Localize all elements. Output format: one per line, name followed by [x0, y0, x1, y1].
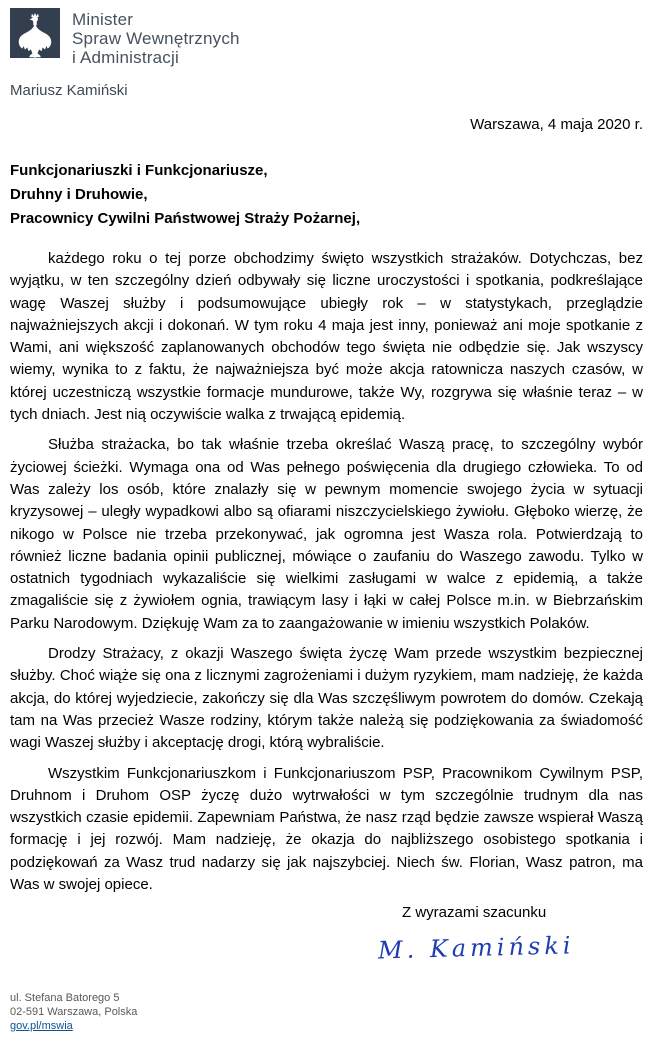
paragraph: Drodzy Strażacy, z okazji Waszego święta życzę Wam przede wszystkim bezpiecznej służby. Choć wiąże się ona z licznymi zagrożeniami i dużym ryzykiem, mam nadzieję, że każda akcja, do której wyjedziecie, zakończy się dla Was szczęśliwym powrotem do domów. Czekają tam na Was przecież Wasze rodziny, którym także należą się podziękowania za świadomość wagi Waszej służby i akceptację drogi, którą wybraliście. [10, 645, 643, 752]
ministry-name-line: Spraw Wewnętrznych [72, 29, 240, 48]
paragraph: Służba strażacka, bo tak właśnie trzeba określać Waszą pracę, to szczególny wybór życiowej ścieżki. Wymaga ona od Was pełnego poświęcenia dla drugiego człowieka. To od Was zależy los osób, które znalazły się w pewnym momencie swojego życia w sytuacji kryzysowej – uległy wypadkowi albo są ofiarami niszczycielskiego żywiołu. Głęboko wierzę, że nikogo w Polsce nie trzeba przekonywać, jak ogromna jest Wasza rola. Potwierdzają to również liczne badania opinii publicznej, mówiące o zaufaniu do Waszego zawodu. Tylko w ostatnich tygodniach wykazaliście się wielkimi zasługami w walce z epidemią, a także zmagaliście się z żywiołem ognia, trawiącym lasy i łąki w całej Polsce m.in. w Biebrzańskim Parku Narodowym. Dziękuję Wam za to zaangażowanie w imieniu wszystkich Polaków. [10, 436, 643, 632]
footer [10, 991, 137, 1033]
footer-address-line: 02-591 Warszawa, Polska [10, 1006, 138, 1018]
letter-body [10, 248, 643, 896]
polish-eagle-icon [10, 8, 60, 58]
salutation-line: Pracownicy Cywilni Państwowej Straży Pożarnej, [10, 210, 361, 227]
ministry-name-line: i Administracji [72, 48, 179, 67]
minister-name: Mariusz Kamiński [10, 82, 128, 99]
salutation-line: Druhny i Druhowie, [10, 186, 148, 203]
paragraph: Wszystkim Funkcjonariuszkom i Funkcjonariuszom PSP, Pracownikom Cywilnym PSP, Druhnom i Druhom OSP życzę dużo wytrwałości w tym szczególnie trudnym dla nas wszystkich czasie epidemii. Zapewniam Państwa, że nasz rząd będzie zawsze wspierał Waszą formację i jej rozwój. Mam nadzieję, że okazja do najbliższego osobistego spotkania i podziękowań za Wasz trud nadarzy się jak najszybciej. Niech św. Florian, Wasz patron, ma Was w swojej opiece. [10, 764, 643, 894]
salutation-line: Funkcjonariuszki i Funkcjonariusze, [10, 162, 268, 179]
footer-website-link[interactable]: gov.pl/mswia [10, 1020, 73, 1032]
footer-address-line: ul. Stefana Batorego 5 [10, 992, 120, 1004]
salutation-block [10, 159, 643, 231]
place-and-date: Warszawa, 4 maja 2020 r. [470, 116, 643, 133]
closing-phrase: Z wyrazami szacunku [402, 904, 547, 922]
handwritten-signature: M. Kamiński [377, 931, 575, 965]
paragraph: każdego roku o tej porze obchodzimy święto wszystkich strażaków. Dotychczas, bez wyjątku, w ten szczególny dzień odbywały się liczne uroczystości i spotkania, podkreślające wagę Waszej służby i podsumowujące ubiegły rok – w statystykach, przeglądzie najważniejszych akcji i dokonań. W tym roku 4 maja jest inny, ponieważ ani moje spotkanie z Wami, ani większość zaplanowanych obchodów tego święta nie odbędzie się. Jak wszyscy wiemy, wynika to z faktu, że najważniejsza być może akcja ratownicza naszych czasów, w której uczestniczą wszystkie formacje mundurowe, także Wy, rozgrywa się właśnie teraz – w tych dniach. Jest nią oczywiście walka z trwającą epidemią. [10, 250, 643, 424]
ministry-name-line: Minister [72, 10, 134, 29]
ministry-name [72, 8, 240, 67]
letterhead [10, 8, 643, 67]
